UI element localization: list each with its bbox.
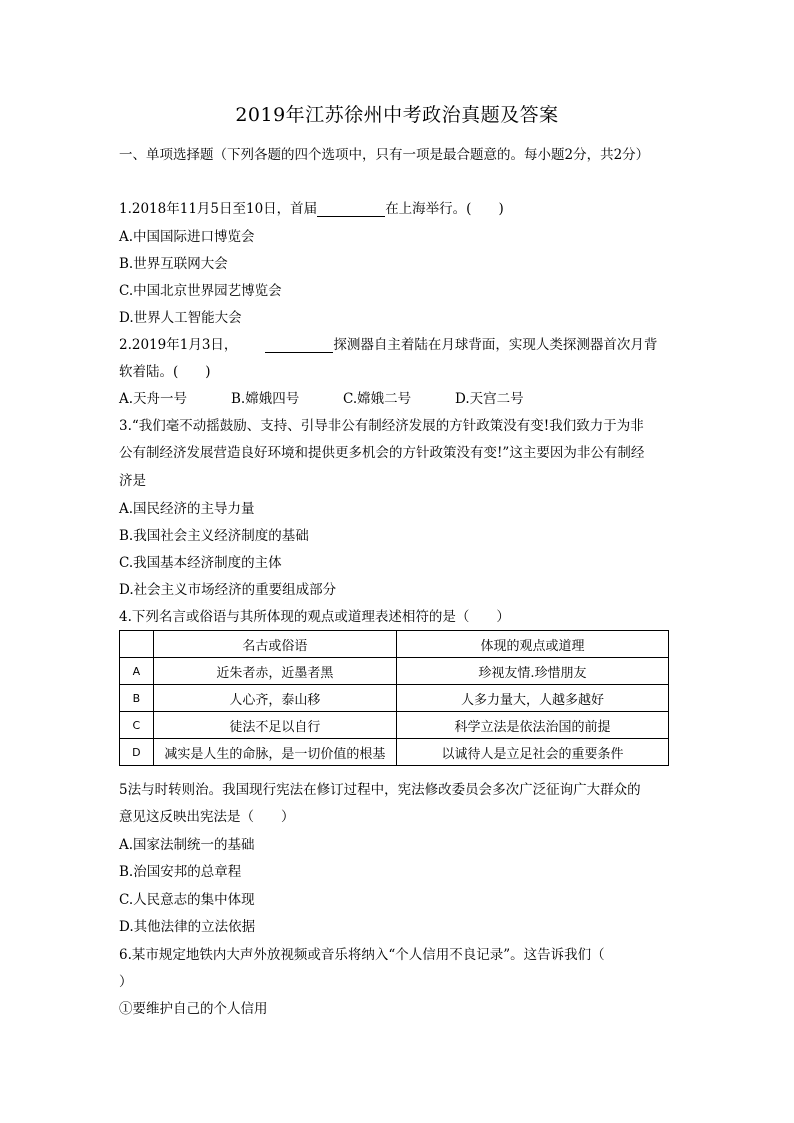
question-1-option-c: C.中国北京世界园艺博览会 [119,283,282,299]
question-1-option-d: D.世界人工智能大会 [119,310,242,326]
table-header-row [120,631,669,658]
table-cell: 科学立法是依法治国的前提 [397,712,669,739]
question-6-option-1: ①要维护自己的个人信用 [119,1001,268,1017]
table-row [120,658,669,685]
table-cell: 减实是人生的命脉，是一切价值的根基 [153,739,396,766]
question-5-stem-line-1: 5法与时转则治。我国现行宪法在修订过程中，宪法修改委员会多次广泛征询广大群众的 [119,782,641,798]
question-5-option-c: C.人民意志的集中体现 [119,892,255,908]
question-2-option-b: B.嫦娥四号 [231,391,300,407]
question-6-stem-line-1: 6.某市规定地铁内大声外放视频或音乐将纳入“个人信用不良记录”。这告诉我们（ [119,947,605,963]
question-1-stem-pre: 1.2018年11月5日至10日，首届 [119,201,318,217]
question-1-stem-post: 在上海举行。( ) [385,201,504,217]
question-1-option-a: A.中国国际进口博览会 [119,229,255,245]
table-cell: 人心齐，泰山移 [153,685,396,712]
question-2-stem-post: 探测器自主着陆在月球背面，实现人类探测器首次月背 [333,337,658,353]
question-1-blank [317,202,385,217]
table-row [120,712,669,739]
document-title: 2019年江苏徐州中考政治真题及答案 [235,104,559,126]
table-header-cell: 名古或俗语 [153,631,396,658]
table-cell: 以诚待人是立足社会的重要条件 [397,739,669,766]
question-5-option-b: B.治国安邦的总章程 [119,864,242,880]
table-cell-label: B [120,685,154,712]
question-2-options [119,387,524,407]
question-2-blank [265,338,333,353]
question-6-stem-line-2: ） [119,974,133,990]
question-3-option-b: B.我国社会主义经济制度的基础 [119,528,309,544]
table-header-cell: 体现的观点或道理 [397,631,669,658]
question-2-option-d: D.天宫二号 [455,391,524,407]
table-cell-label: A [120,658,154,685]
table-cell: 近朱者赤，近墨者黑 [153,658,396,685]
question-2-stem-pre: 2.2019年1月3日， [119,337,238,353]
table-row [120,739,669,766]
question-2-stem-line-2: 软着陆。( ) [119,364,211,380]
question-5-option-d: D.其他法律的立法依据 [119,919,256,935]
question-1-option-b: B.世界互联网大会 [119,256,228,272]
table-cell: 徒法不足以自行 [153,712,396,739]
question-3-stem-line-2: 公有制经济发展营造良好环境和提供更多机会的方针政策没有变!”这主要因为非公有制经 [119,445,645,461]
table-row [120,685,669,712]
question-1-stem [119,197,504,217]
question-5-stem-line-2: 意见这反映出宪法是（ ） [119,809,295,825]
question-5-option-a: A.国家法制统一的基础 [119,837,255,853]
question-3-option-d: D.社会主义市场经济的重要组成部分 [119,582,337,598]
question-3-stem-line-3: 济是 [119,473,146,489]
question-3-option-a: A.国民经济的主导力量 [119,501,255,517]
question-2-stem [119,333,657,353]
question-2-option-c: C.嫦娥二号 [343,391,412,407]
table-cell-label: D [120,739,154,766]
table-header-cell [120,631,154,658]
question-3-stem-line-1: 3.“我们毫不动摇鼓励、支持、引导非公有制经济发展的方针政策没有变!我们致力于为非 [119,418,644,434]
question-4-stem: 4.下列名言或俗语与其所体现的观点或道理表述相符的是（ ） [119,609,510,625]
table-cell: 人多力量大，人越多越好 [397,685,669,712]
section-heading: 一、单项选择题（下列各题的四个选项中，只有一项是最合题意的。每小题2分，共2分） [119,147,650,163]
question-2-option-a: A.天舟一号 [119,391,188,407]
question-4-table [119,630,669,766]
table-cell: 珍视友情.珍惜朋友 [397,658,669,685]
table-cell-label: C [120,712,154,739]
question-3-option-c: C.我国基本经济制度的主体 [119,555,282,571]
